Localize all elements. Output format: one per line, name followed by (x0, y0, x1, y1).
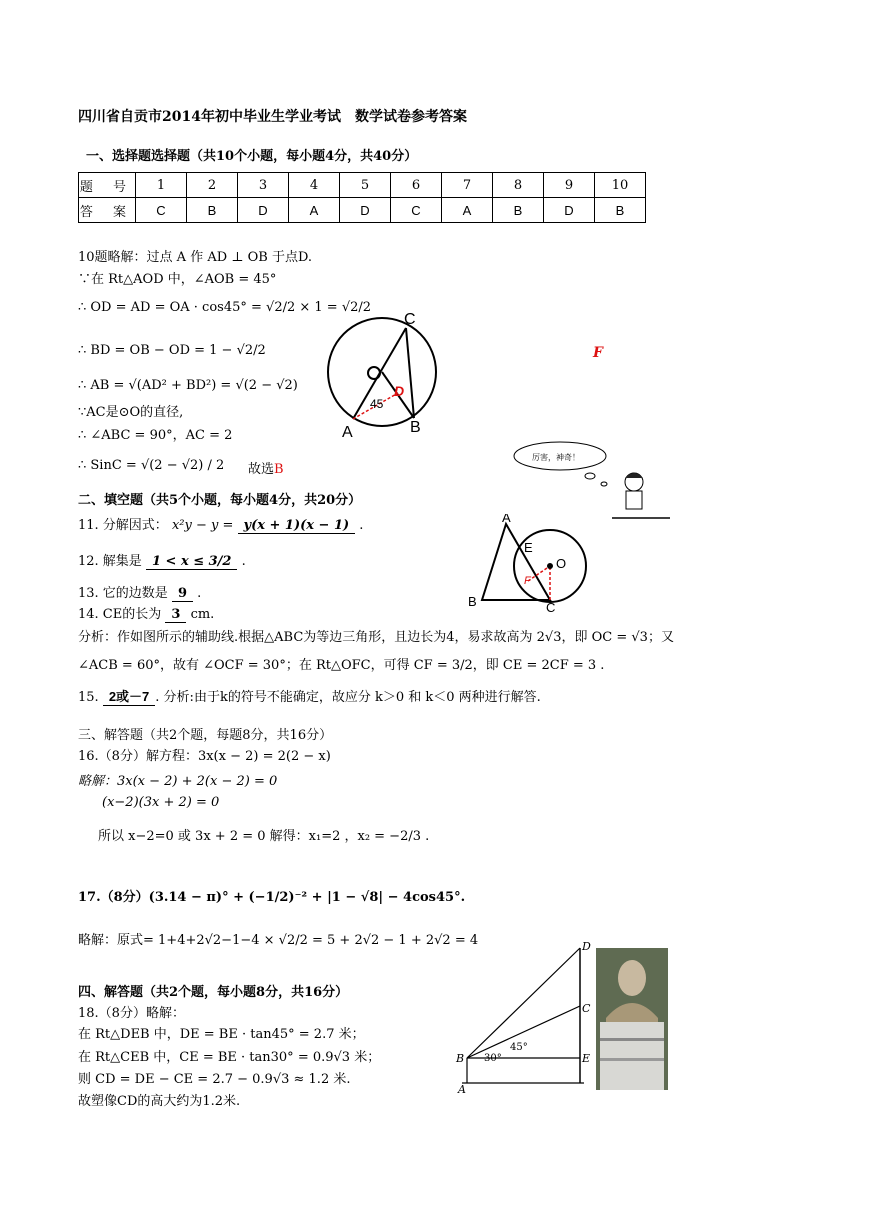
choose-text: 故选 (248, 462, 275, 477)
label-angle-45: 45° (510, 1042, 528, 1053)
table-cell: A (289, 198, 340, 223)
row-label-number: 题 号 (79, 173, 136, 198)
table-row-answers (79, 198, 646, 223)
cartoon-hair (625, 473, 643, 478)
q18-question: 18.（8分）略解： (78, 1006, 185, 1021)
table-cell: 1 (136, 173, 187, 198)
chord-cb (406, 328, 414, 418)
q10-line4: ∴ BD = OB − OD = 1 − √2/2 (78, 343, 266, 358)
q11-answer: y(x + 1)(x − 1) (238, 518, 356, 534)
label-angle-45: 45 (370, 397, 384, 411)
statue-photo (596, 948, 668, 1090)
table-cell: D (238, 198, 289, 223)
table-cell: 9 (544, 173, 595, 198)
table-cell: B (187, 198, 238, 223)
q12-answer: 1 < x ≤ 3/2 (146, 554, 238, 570)
label-c: C (404, 311, 416, 328)
q14-end: cm. (190, 607, 215, 622)
q11-expression: x²y − y = (171, 518, 234, 533)
section3-heading: 三、解答题（共2个题，每题8分，共16分） (78, 728, 333, 743)
q14-prefix: 14. CE的长为 (78, 607, 162, 622)
answer-table (78, 172, 646, 223)
q18-line4: 故塑像CD的高大约为1.2米. (78, 1094, 241, 1109)
q13-prefix: 13. 它的边数是 (78, 586, 168, 601)
q18-line2: 在 Rt△CEB 中，CE = BE · tan30° = 0.9√3 米； (78, 1050, 381, 1065)
q10-circle-figure (322, 308, 452, 440)
q13-line (78, 582, 201, 602)
q11-end: . (359, 518, 364, 533)
q10-line8: ∴ SinC = √(2 − √2) / 2 (78, 458, 225, 473)
label-a: A (458, 1083, 466, 1096)
q14-line (78, 603, 214, 623)
marker-f: F (593, 345, 603, 361)
q15-prefix: 15. (78, 690, 99, 705)
table-cell: 6 (391, 173, 442, 198)
statue-photo-art (596, 948, 668, 1090)
q18-line1: 在 Rt△DEB 中，DE = BE · tan45° = 2.7 米； (78, 1027, 365, 1042)
table-cell: B (595, 198, 646, 223)
label-a: A (342, 424, 353, 440)
q14-figure (464, 514, 600, 614)
q18-figure (452, 938, 598, 1098)
label-angle-30: 30° (484, 1053, 502, 1064)
section2-heading: 二、填空题（共5个小题，每小题4分，共20分） (78, 493, 362, 508)
table-cell: B (493, 198, 544, 223)
q10-line3: ∴ OD = AD = OA · cos45° = √2/2 × 1 = √2/2 (78, 300, 372, 315)
label-b: B (456, 1052, 465, 1065)
table-cell: 5 (340, 173, 391, 198)
q10-line6: ∵AC是⊙O的直径, (78, 405, 184, 420)
q11-line (78, 514, 363, 534)
choose-answer: B (274, 462, 284, 477)
center-dot (547, 563, 553, 569)
q11-prefix: 11. 分解因式： (78, 518, 168, 533)
q10-line1: 10题略解：过点 A 作 AD ⊥ OB 于点D. (78, 250, 313, 265)
bubble-dot-1 (585, 473, 595, 479)
cartoon-figure (512, 434, 672, 524)
table-cell: 3 (238, 173, 289, 198)
table-cell: C (136, 198, 187, 223)
label-d: D (582, 940, 591, 953)
q13-answer: 9 (172, 586, 193, 602)
section1-heading: 一、选择题选择题（共10个小题，每小题4分，共40分） (86, 149, 418, 164)
table-cell: 8 (493, 173, 544, 198)
q15-line (78, 686, 541, 706)
label-b: B (468, 594, 477, 609)
label-a: A (502, 514, 511, 525)
table-cell: C (391, 198, 442, 223)
q15-analysis: . 分析:由于k的符号不能确定，故应分 k＞0 和 k＜0 两种进行解答. (155, 690, 541, 705)
table-cell: 2 (187, 173, 238, 198)
section4-heading: 四、解答题（共2个题，每小题8分，共16分） (78, 985, 349, 1000)
table-cell: 10 (595, 173, 646, 198)
q10-line5: ∴ AB = √(AD² + BD²) = √(2 − √2) (78, 378, 298, 393)
bubble-text: 厉害，神奇！ (532, 453, 580, 462)
label-c: C (582, 1002, 591, 1015)
q16-step3: 所以 x−2=0 或 3x + 2 = 0 解得：x₁=2 ，x₂ = −2/3 . (98, 829, 430, 844)
table-cell: A (442, 198, 493, 223)
q10-choose-label (248, 458, 284, 477)
q10-line2: ∵在 Rt△AOD 中，∠AOB = 45° (78, 272, 277, 287)
q14-analysis-line2: ∠ACB = 60°，故有 ∠OCF = 30°；在 Rt△OFC，可得 CF = 3/2，即 CE = 2CF = 3 . (78, 658, 605, 673)
label-c: C (546, 600, 556, 614)
table-cell: D (544, 198, 595, 223)
triangle-abc (482, 524, 550, 600)
row-label-answer: 答 案 (79, 198, 136, 223)
q16-step2: (x−2)(3x + 2) = 0 (102, 795, 220, 810)
label-e: E (524, 540, 533, 555)
q14-analysis-line1: 分析：作如图所示的辅助线.根据△ABC为等边三角形，且边长为4，易求故高为 2√3，即 OC = √3；又 (78, 630, 674, 645)
q12-line (78, 550, 246, 570)
table-cell: 4 (289, 173, 340, 198)
q18-line3: 则 CD = DE − CE = 2.7 − 0.9√3 ≈ 1.2 米. (78, 1072, 351, 1087)
table-cell: D (340, 198, 391, 223)
label-e: E (582, 1052, 591, 1065)
label-o: O (556, 556, 567, 571)
q17-solution: 略解：原式= 1+4+2√2−1−4 × √2/2 = 5 + 2√2 − 1 + 2√2 = 4 (78, 933, 479, 948)
center-o-mark (368, 367, 380, 379)
q16-step1: 略解：3x(x − 2) + 2(x − 2) = 0 (78, 774, 278, 789)
table-cell: 7 (442, 173, 493, 198)
label-b: B (410, 419, 421, 436)
bubble-dot-2 (601, 482, 607, 486)
table-row-numbers (79, 173, 646, 198)
page-title: 四川省自贡市2014年初中毕业生学业考试 数学试卷参考答案 (78, 109, 467, 125)
cartoon-body (626, 491, 642, 509)
q10-line7: ∴ ∠ABC = 90°，AC = 2 (78, 428, 233, 443)
q16-question: 16.（8分）解方程：3x(x − 2) = 2(2 − x) (78, 749, 331, 764)
label-f: F (524, 575, 531, 587)
q13-end: . (197, 586, 202, 601)
q12-end: . (241, 554, 246, 569)
q15-answer: 2或－7 (103, 686, 155, 706)
q17-question: 17.（8分）(3.14 − π)° + (−1/2)⁻² + |1 − √8| − 4cos45°. (78, 890, 466, 905)
q14-answer: 3 (165, 607, 186, 623)
q12-prefix: 12. 解集是 (78, 554, 142, 569)
label-d: D (394, 383, 405, 399)
